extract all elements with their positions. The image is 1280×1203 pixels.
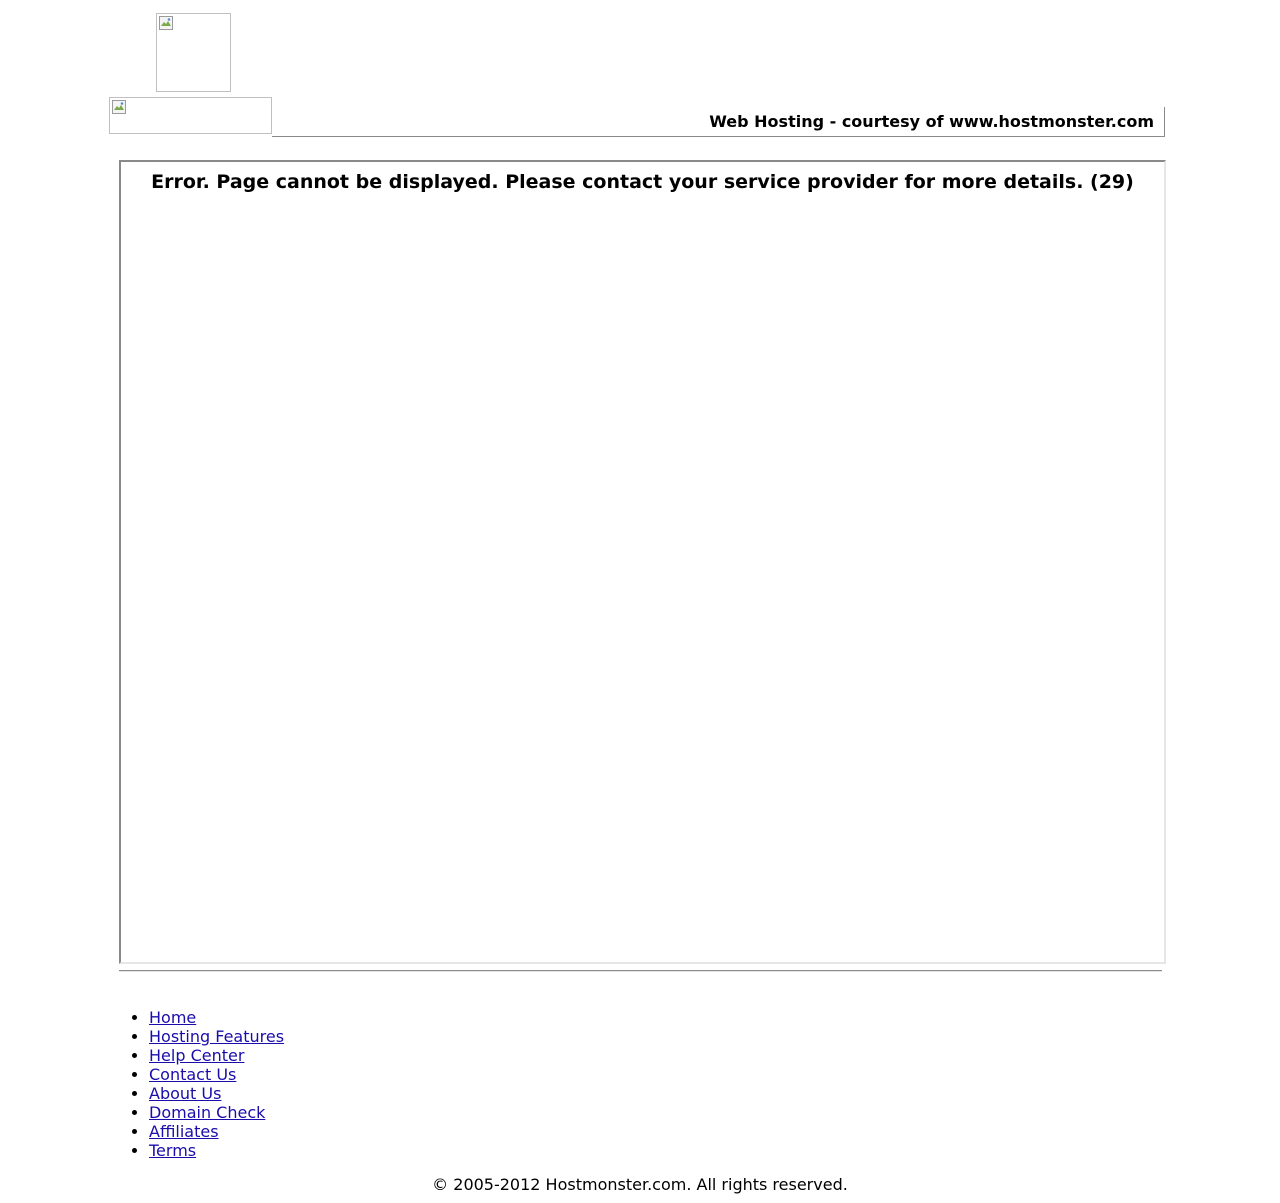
content-frame xyxy=(119,160,1166,964)
help-center-link[interactable]: Help Center xyxy=(149,1046,245,1065)
courtesy-bar xyxy=(272,107,1165,137)
copyright-text: © 2005-2012 Hostmonster.com. All rights reserved. xyxy=(432,1175,848,1194)
footer-nav-item-home xyxy=(149,1008,284,1027)
home-link[interactable]: Home xyxy=(149,1008,197,1027)
error-message: Error. Page cannot be displayed. Please contact your service provider for more details. (29) xyxy=(151,171,1134,193)
logo-image-broken xyxy=(156,13,231,92)
footer-nav-item-domain-check xyxy=(149,1103,284,1122)
contact-us-link[interactable]: Contact Us xyxy=(149,1065,237,1084)
broken-image-icon xyxy=(112,100,126,114)
hosting-features-link[interactable]: Hosting Features xyxy=(149,1027,285,1046)
footer-nav-item-contact-us xyxy=(149,1065,284,1084)
footer-nav-item-help-center xyxy=(149,1046,284,1065)
footer-nav xyxy=(109,1008,284,1160)
footer-divider xyxy=(119,970,1162,972)
about-us-link[interactable]: About Us xyxy=(149,1084,222,1103)
footer-nav-item-terms xyxy=(149,1141,284,1160)
affiliates-link[interactable]: Affiliates xyxy=(149,1122,219,1141)
footer-nav-item-affiliates xyxy=(149,1122,284,1141)
courtesy-text: Web Hosting - courtesy of www.hostmonster.com xyxy=(709,112,1154,131)
footer-nav-item-about-us xyxy=(149,1084,284,1103)
banner-image-broken xyxy=(109,97,272,134)
terms-link[interactable]: Terms xyxy=(149,1141,197,1160)
footer-nav-item-hosting-features xyxy=(149,1027,284,1046)
domain-check-link[interactable]: Domain Check xyxy=(149,1103,266,1122)
broken-image-icon xyxy=(159,16,173,30)
